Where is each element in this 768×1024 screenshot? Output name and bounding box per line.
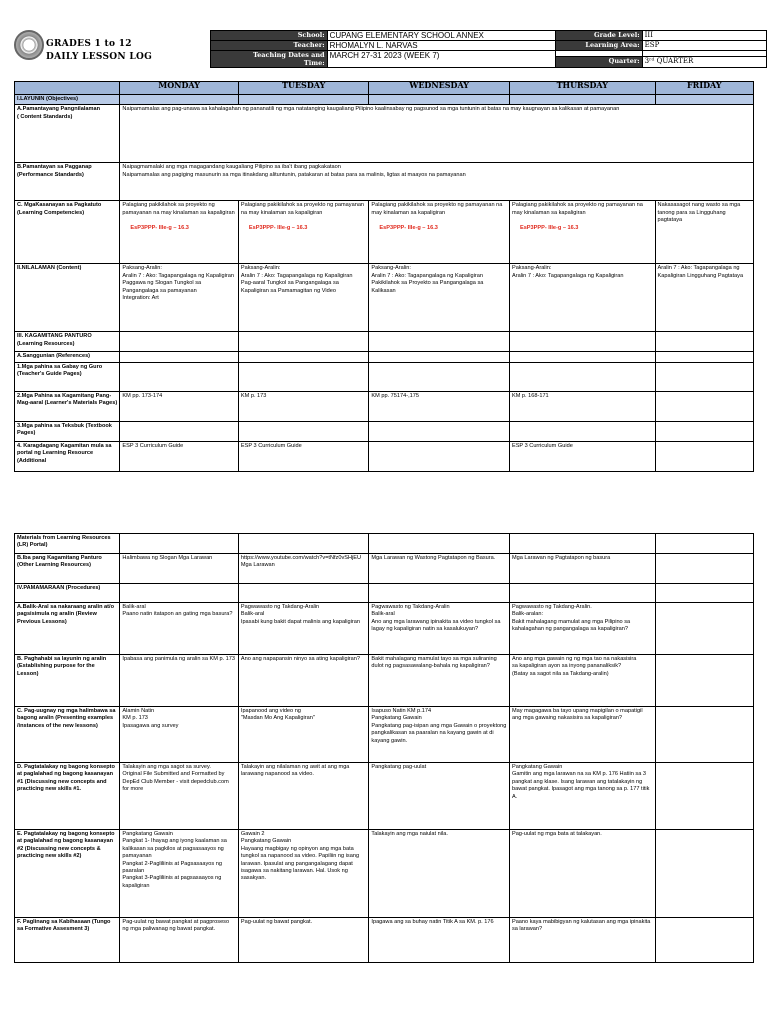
day-cell xyxy=(509,918,655,963)
area-label: Learning Area: xyxy=(555,41,642,51)
day-cell xyxy=(369,707,510,763)
cell-text: Pagwawasto ng Takdang-Aralin Balik-aral Ipasabi kung bakit dapat malinis ang kapaligiran xyxy=(240,604,360,625)
table-row xyxy=(15,655,754,707)
table-row xyxy=(15,534,754,554)
cell-text: Palagiang pakikilahok sa proyekto ng pamayanan na may kinalaman sa kapaligiran xyxy=(240,202,365,216)
cell-text: Paano kaya mabibigyan ng kalutasan ang mga ipinakita sa larawan? xyxy=(511,919,651,933)
day-cell xyxy=(120,352,238,362)
cell-text: Pagwawasto ng Takdang-Aralin. Balik-aralan: Bakit mahalagang mamulat ang mga Pilipino sa kahalagahan ng pangangalaga sa kapaligiran? xyxy=(511,604,631,633)
area-value: ESP xyxy=(642,41,766,51)
day-cell xyxy=(120,554,238,584)
table-row xyxy=(15,421,754,441)
day-cell xyxy=(655,421,753,441)
row-label: C. MgaKasanayan sa Pagkatuto (Learning Competencies) xyxy=(15,201,120,264)
row-label: Materials from Learning Resources (LR) Portal) xyxy=(15,534,120,554)
cell-text: Alamin Natin KM p. 173 Ipasagawa ang survey xyxy=(122,708,179,729)
day-cell xyxy=(655,584,753,603)
day-cell xyxy=(509,534,655,554)
table-row xyxy=(15,201,754,264)
page-gap xyxy=(0,490,768,530)
competency-code: EsP3PPP- IIIe-g – 16.3 xyxy=(379,225,438,232)
day-cell xyxy=(509,352,655,362)
day-cell xyxy=(369,352,510,362)
cell-text: Pag-uulat ng bawat pangkat. xyxy=(240,919,313,925)
day-cell xyxy=(120,95,238,105)
day-header-monday: MONDAY xyxy=(120,82,238,95)
cell-text: Mga Larawan ng Pagtatapon ng basura xyxy=(511,555,611,561)
day-cell xyxy=(509,421,655,441)
day-header-wednesday: WEDNESDAY xyxy=(369,82,510,95)
header xyxy=(14,30,767,74)
cell-text: ESP 3 Curriculum Guide xyxy=(240,442,302,449)
row-label: A.Pamantayang Pangnilalaman ( Content Standards) xyxy=(15,105,120,163)
day-cell xyxy=(655,603,753,655)
cell-text: KM p. 168-171 xyxy=(511,392,549,399)
table-row xyxy=(15,362,754,391)
day-cell xyxy=(120,264,238,332)
day-cell xyxy=(369,264,510,332)
day-cell xyxy=(369,603,510,655)
day-cell xyxy=(509,655,655,707)
day-cell xyxy=(509,603,655,655)
cell-text: Palagiang pakikilahok sa proyekto ng pamayanan na may kinalaman sa kapaligiran xyxy=(371,202,503,216)
cell-text: ESP 3 Curriculum Guide xyxy=(511,442,573,449)
competency-code: EsP3PPP- IIIe-g – 16.3 xyxy=(519,225,579,232)
day-cell xyxy=(509,362,655,391)
row-label: 2.Mga Pahina sa Kagamitang Pang-Mag-aaral (Learner's Materials Pages) xyxy=(15,391,120,421)
cell-text: Nakasasagot nang wasto sa mga tanong para sa Lingguhang pagtataya xyxy=(657,202,741,224)
day-cell xyxy=(238,584,369,603)
day-cell xyxy=(238,603,369,655)
cell-text: Isapuso Natin KM p.174 Pangkatang Gawain Pangkatang pag-isipan ang mga Gawain o proyektong pangkalikasan sa paaralan na kayang gawin at di kayang gawin. xyxy=(371,708,507,744)
day-cell xyxy=(238,352,369,362)
cell-text: Pangkatang Gawain Gamitin ang mga larawan na sa KM p. 176 Hatiin sa 3 pangkat ang klase. Isang larawan ang tatalakayin ng bawat pangkat. Ipasagot ang mga tanong sa p. 177 titik A. xyxy=(511,764,650,800)
day-cell xyxy=(655,830,753,918)
day-cell xyxy=(509,441,655,471)
cell-text: Gawain 2 Pangkatang Gawain Hayaang magbigay ng opinyon ang mga bata tungkol sa napanood sa video. Papiliin ng isang larawan. Ipasulat ang pangangalagang dapat isagawa sa nakitang larawan. Hal. Usok ng sasakyan. xyxy=(240,831,360,882)
table-row xyxy=(15,264,754,332)
day-cell xyxy=(509,763,655,830)
day-cell xyxy=(120,332,238,352)
row-label: C. Pag-uugnay ng mga halimbawa sa bagong aralin (Presenting examples /instances of the new lessons) xyxy=(15,707,120,763)
cell-text: Palagiang pakikilahok sa proyekto ng pamayanan na may kinalaman sa kapaligiran xyxy=(122,202,235,216)
cell-text: KM p. 173 xyxy=(240,392,267,399)
grade-label: Grade Level: xyxy=(555,31,642,41)
cell-text: Pag-uulat ng mga bata at talakayan. xyxy=(511,831,602,837)
teacher-label: Teacher: xyxy=(211,41,328,51)
day-cell xyxy=(655,763,753,830)
day-cell xyxy=(238,554,369,584)
day-cell xyxy=(120,763,238,830)
day-cell xyxy=(238,830,369,918)
cell-text: Talakayin ang mga naiulat nila. xyxy=(371,831,448,837)
day-cell xyxy=(369,95,510,105)
row-label: 1.Mga pahina sa Gabay ng Guro (Teacher's Guide Pages) xyxy=(15,362,120,391)
day-cell xyxy=(369,918,510,963)
cell-text: Ano ang mga gawain ng ng mga tao na nakasisira sa kapaligiran ayon sa inyong pananaliksik? (Batay sa sagot nila sa Takdang-aralin) xyxy=(511,656,637,677)
day-cell xyxy=(369,830,510,918)
day-cell xyxy=(120,421,238,441)
school-value: CUPANG ELEMENTARY SCHOOL ANNEX xyxy=(327,31,555,41)
quarter-label: Quarter: xyxy=(555,56,642,67)
day-cell xyxy=(120,362,238,391)
cell-text: Mga Larawan ng Wastong Pagtatapon ng Basura. xyxy=(371,555,496,561)
table-body-page-2 xyxy=(15,534,754,963)
day-cell xyxy=(238,707,369,763)
cell-text: Ano ang napapansin ninyo sa ating kapaligiran? xyxy=(240,656,361,662)
day-cell xyxy=(655,352,753,362)
day-cell xyxy=(238,332,369,352)
day-cell xyxy=(120,830,238,918)
deped-seal-icon xyxy=(14,30,44,60)
day-cell xyxy=(369,554,510,584)
dates-value: MARCH 27-31 2023 (WEEK 7) xyxy=(327,51,555,68)
day-cell xyxy=(509,391,655,421)
row-label: B.Pamantayan sa Pagganap (Performance Standards) xyxy=(15,163,120,201)
day-header-row xyxy=(15,82,754,95)
table-row xyxy=(15,918,754,963)
lesson-log-table-page-1 xyxy=(14,81,754,472)
day-cell xyxy=(238,391,369,421)
cell-text: Pangkatang pag-uulat xyxy=(371,764,427,770)
row-label: 3.Mga pahina sa Teksbuk (Textbook Pages) xyxy=(15,421,120,441)
day-cell xyxy=(369,763,510,830)
row-label: IV.PAMAMARAAN (Procedures) xyxy=(15,584,120,603)
title-line-1: GRADES 1 to 12 xyxy=(46,39,132,49)
header-info-table xyxy=(210,30,767,68)
row-label: I.LAYUNIN (Objectives) xyxy=(15,95,120,105)
cell-text: Pagwawasto ng Takdang-Aralin Balik-aral Ano ang mga larawang ipinakita sa video tungkol sa lagay ng kapaligiran natin sa kasalukuyan? xyxy=(371,604,501,633)
dates-label xyxy=(211,51,328,68)
cell-text: https://www.youtube.com/watch?v=tNfz0vSHjEU Mga Larawan xyxy=(240,555,362,569)
page-2 xyxy=(0,530,768,1024)
cell-text: ESP 3 Curriculum Guide xyxy=(122,442,184,449)
day-cell xyxy=(369,201,510,264)
table-row xyxy=(15,603,754,655)
cell-text: Paksang-Aralin: Aralin 7 : Ako: Tagapangalaga ng Kapaligiran Pag-aaral Tungkol sa Pangangalaga sa Kapaligiran sa Pamamagitan ng Video xyxy=(240,265,353,294)
day-cell xyxy=(238,763,369,830)
competency-code: EsP3PPP- IIIe-g – 16.3 xyxy=(130,225,189,232)
day-cell xyxy=(655,441,753,471)
cell-text: Bakit mahalagang mamulat tayo sa mga suliraning dulot ng pagsasawalang-bahala ng kapaligiran? xyxy=(371,656,497,670)
day-cell xyxy=(120,201,238,264)
day-cell xyxy=(120,707,238,763)
table-row xyxy=(15,105,754,163)
cell-text: Halimbawa ng Slogan Mga Larawan xyxy=(122,555,213,561)
table-body-page-1 xyxy=(15,95,754,472)
day-cell xyxy=(369,391,510,421)
title-line-2: DAILY LESSON LOG xyxy=(46,52,153,62)
day-cell xyxy=(655,362,753,391)
cell-text: Balik-aral Paano natin itatapon an gating mga basura? xyxy=(122,604,233,618)
day-cell xyxy=(509,584,655,603)
day-cell xyxy=(655,201,753,264)
day-header-friday: FRIDAY xyxy=(655,82,753,95)
day-cell xyxy=(655,554,753,584)
cell-text: Paksang-Aralin: Aralin 7 : Ako: Tagapangalaga ng Kapaligiran Paggawa ng Slogan Tungkol sa Pangangalaga sa pamayanan Integration: Art xyxy=(122,265,234,302)
row-label: B.Iba pang Kagamitang Panturo (Other Learning Resources) xyxy=(15,554,120,584)
day-cell xyxy=(238,362,369,391)
school-label: School: xyxy=(211,31,328,41)
day-cell xyxy=(120,391,238,421)
day-cell xyxy=(655,264,753,332)
day-cell xyxy=(509,554,655,584)
day-cell xyxy=(369,655,510,707)
row-label: B. Paghahabi sa layunin ng aralin (Establishing purpose for the Lesson) xyxy=(15,655,120,707)
corner-cell xyxy=(15,82,120,95)
teacher-value: RHOMALYN L. NARVAS xyxy=(327,41,555,51)
cell-text: Pag-uulat ng bawat pangkat at pagproseso ng mga paliwanag ng bawat pangkat. xyxy=(122,919,230,933)
cell-text: Pangkatang Gawain Pangkat 1- Ihayag ang iyong kaalaman sa kalikasan sa pagkilos at pagsasaayos ng pamayanan Pangkat 2-Pagliliinis at Pagsasaayos ng paaralan Pangkat 3-Pagliliinis at pagsasaayos ng kapaligiran xyxy=(122,831,227,889)
day-cell xyxy=(655,391,753,421)
cell-text: Aralin 7 : Ako: Tagapangalaga ng Kapaligiran Lingguhang Pagtataya xyxy=(657,265,744,279)
competency-code: EsP3PPP- IIIe-g – 16.3 xyxy=(248,225,308,232)
page-1 xyxy=(0,0,768,490)
day-cell xyxy=(120,584,238,603)
table-row xyxy=(15,391,754,421)
table-row xyxy=(15,554,754,584)
day-cell xyxy=(238,534,369,554)
day-cell xyxy=(238,918,369,963)
day-cell xyxy=(655,534,753,554)
day-cell xyxy=(509,830,655,918)
day-cell xyxy=(369,362,510,391)
table-row xyxy=(15,163,754,201)
day-cell xyxy=(369,534,510,554)
standard-text-cell: Naipagmamalaki ang mga magagandang kaugaliang Pilipino sa iba't ibang pagkakataon Naipamamalas ang pagiging masunurin sa mga itinakdang alituntunin, patakaran at batas para sa malinis, ligtas at maayos na pamayanan xyxy=(120,163,754,201)
day-cell xyxy=(509,95,655,105)
standard-text-cell: Naipamamalas ang pag-unawa sa kahalagahan ng pananatili ng mga natatanging kaugaliang Pilipino kaalinsabay ng pagsunod sa mga tuntunin at batas na may kaugnayan sa kalikasan at pamayanan xyxy=(120,105,754,163)
document-title xyxy=(46,38,152,64)
table-row xyxy=(15,352,754,362)
cell-text: KM pp. 173-174 xyxy=(122,392,163,399)
day-cell xyxy=(655,332,753,352)
dates-label-line-1: Teaching Dates and xyxy=(253,51,325,59)
table-row xyxy=(15,584,754,603)
day-cell xyxy=(655,918,753,963)
cell-text: Palagiang pakikilahok sa proyekto ng pamayanan na may kinalaman sa kapaligiran xyxy=(511,202,643,216)
cell-text: Talakayin ang mga sagot sa survey. Original File Submitted and Formatted by DepEd Club Member - visit depedclub.com for more xyxy=(122,764,229,793)
day-cell xyxy=(238,95,369,105)
table-row xyxy=(15,332,754,352)
grade-value: III xyxy=(642,31,766,41)
day-cell xyxy=(509,707,655,763)
cell-text: May magagawa ba tayo upang mapigilan o mapatigil ang mga gawaing nakasisira sa kapaligiran? xyxy=(511,708,643,722)
row-label: II.NILALAMAN (Content) xyxy=(15,264,120,332)
row-label: D. Pagtatalakay ng bagong konsepto at paglalahad ng bagong kasanayan #1 (Discussing new concepts and practicing new skills #1. xyxy=(15,763,120,830)
day-cell xyxy=(120,441,238,471)
row-label: A.Balik-Aral sa nakaraang aralin at/o pagsisimula ng aralin (Review Previous Lessons) xyxy=(15,603,120,655)
day-cell xyxy=(369,441,510,471)
cell-text: Talakayin ang nilalaman ng awit at ang mga larawang napanood sa video. xyxy=(240,764,350,778)
day-cell xyxy=(238,441,369,471)
table-row xyxy=(15,707,754,763)
day-cell xyxy=(369,332,510,352)
row-label: A.Sanggunian (References) xyxy=(15,352,120,362)
row-label: III. KAGAMITANG PANTURO (Learning Resources) xyxy=(15,332,120,352)
day-cell xyxy=(655,95,753,105)
table-row xyxy=(15,763,754,830)
day-header-tuesday: TUESDAY xyxy=(238,82,369,95)
cell-text: Ipagawa ang sa buhay natin Titik A sa KM. p. 176 xyxy=(371,919,494,925)
day-cell xyxy=(509,332,655,352)
day-cell xyxy=(238,421,369,441)
cell-text: Ipapanood ang video ng "Masdan Mo Ang Kapaligiran" xyxy=(240,708,315,722)
day-cell xyxy=(120,918,238,963)
day-cell xyxy=(120,655,238,707)
day-cell xyxy=(120,534,238,554)
day-cell xyxy=(655,655,753,707)
dates-label-line-2: Time: xyxy=(303,59,325,67)
cell-text: KM pp. 75174-,175 xyxy=(371,392,419,399)
quarter-value: 3ʳᵈ QUARTER xyxy=(642,56,766,67)
cell-text: Ipabasa ang panimula ng aralin sa KM p. 173 xyxy=(122,656,235,662)
row-label: F. Paglinang sa Kabihasaan (Tungo sa Formative Assesment 3) xyxy=(15,918,120,963)
day-cell xyxy=(238,655,369,707)
day-cell xyxy=(369,584,510,603)
table-row xyxy=(15,830,754,918)
day-cell xyxy=(120,603,238,655)
cell-text: Paksang-Aralin: Aralin 7 : Ako: Tagapangalaga ng Kapaligiran xyxy=(511,265,624,279)
day-cell xyxy=(238,264,369,332)
row-label: E. Pagtatalakay ng bagong konsepto at paglalahad ng bagong kasanayan #2 (Discussing new concepts & practicing new skills #2) xyxy=(15,830,120,918)
cell-text: Paksang-Aralin: Aralin 7 : Ako: Tagapangalaga ng Kapaligiran Pakikilahok sa Proyekto sa Pangangalaga sa Kalikasan xyxy=(371,265,484,294)
row-label: 4. Karagdagang Kagamitan mula sa portal ng Learning Resource (Additional xyxy=(15,441,120,471)
day-cell xyxy=(509,201,655,264)
lesson-log-table-page-2 xyxy=(14,533,754,963)
day-cell xyxy=(509,264,655,332)
table-row xyxy=(15,95,754,105)
day-cell xyxy=(369,421,510,441)
day-header-thursday: THURSDAY xyxy=(509,82,655,95)
table-row xyxy=(15,441,754,471)
day-cell xyxy=(655,707,753,763)
day-cell xyxy=(238,201,369,264)
